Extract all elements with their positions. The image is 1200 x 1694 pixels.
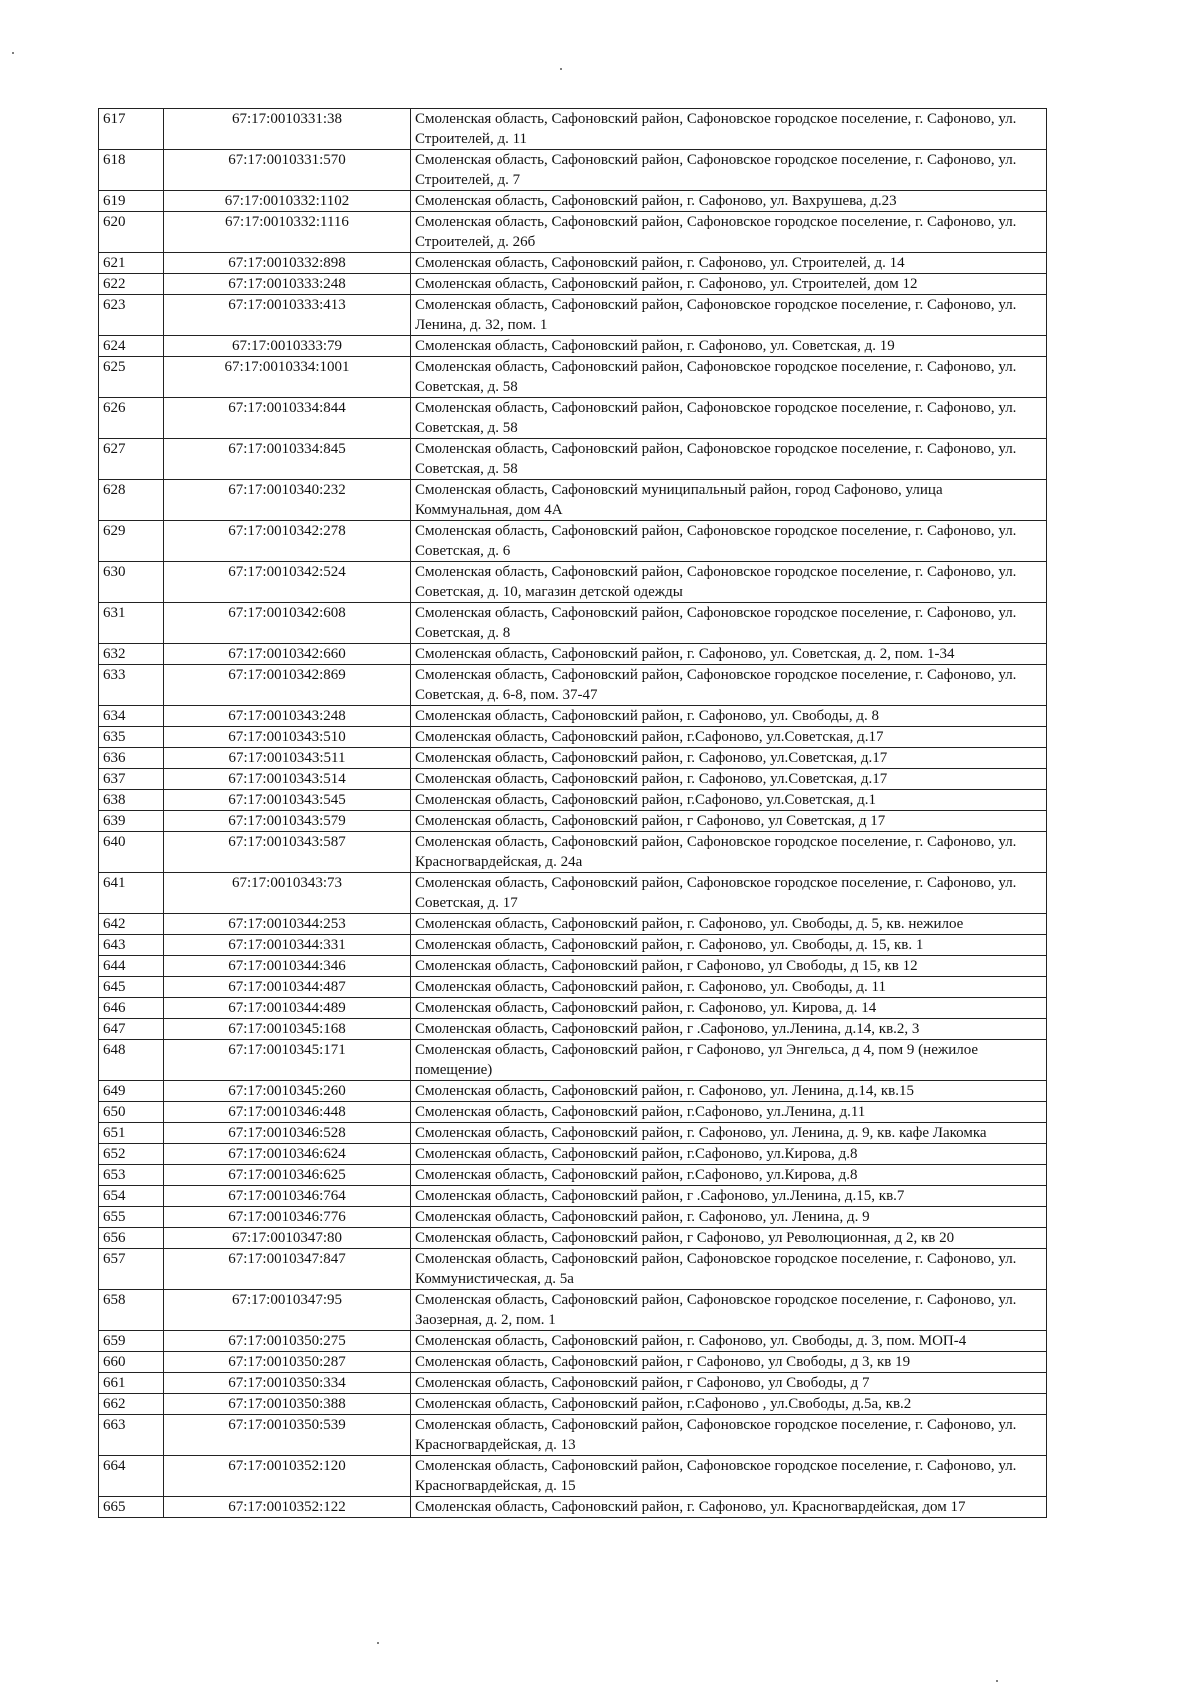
cadastral-number: 67:17:0010344:346 [164,956,411,977]
cadastral-number: 67:17:0010350:287 [164,1352,411,1373]
row-number: 653 [99,1165,164,1186]
cadastral-number: 67:17:0010343:514 [164,769,411,790]
row-number: 642 [99,914,164,935]
property-address: Смоленская область, Сафоновский район, г. Сафоново, ул.Советская, д.17 [411,769,1047,790]
row-number: 618 [99,150,164,191]
cadastral-number: 67:17:0010343:248 [164,706,411,727]
row-number: 654 [99,1186,164,1207]
property-address: Смоленская область, Сафоновский район, Сафоновское городское поселение, г. Сафоново, ул. Советская, д. 17 [411,873,1047,914]
cadastral-number: 67:17:0010344:487 [164,977,411,998]
row-number: 619 [99,191,164,212]
cadastral-number: 67:17:0010343:545 [164,790,411,811]
property-address: Смоленская область, Сафоновский район, Сафоновское городское поселение, г. Сафоново, ул. Коммунистическая, д. 5а [411,1249,1047,1290]
row-number: 632 [99,644,164,665]
scan-speck [560,68,562,70]
property-address: Смоленская область, Сафоновский район, Сафоновское городское поселение, г. Сафоново, ул. Советская, д. 58 [411,398,1047,439]
scan-speck [377,1642,379,1644]
row-number: 617 [99,109,164,150]
property-address: Смоленская область, Сафоновский район, г Сафоново, ул Свободы, д 15, кв 12 [411,956,1047,977]
cadastral-number: 67:17:0010350:388 [164,1394,411,1415]
row-number: 636 [99,748,164,769]
row-number: 633 [99,665,164,706]
table-row [99,998,1047,1019]
row-number: 656 [99,1228,164,1249]
row-number: 626 [99,398,164,439]
cadastral-number: 67:17:0010346:776 [164,1207,411,1228]
property-address: Смоленская область, Сафоновский район, г.Сафоново, ул.Кирова, д.8 [411,1165,1047,1186]
table-row [99,790,1047,811]
table-row [99,769,1047,790]
cadastral-number: 67:17:0010332:898 [164,253,411,274]
property-address: Смоленская область, Сафоновский район, Сафоновское городское поселение, г. Сафоново, ул. Строителей, д. 11 [411,109,1047,150]
table-row [99,665,1047,706]
cadastral-number: 67:17:0010347:80 [164,1228,411,1249]
property-address: Смоленская область, Сафоновский район, Сафоновское городское поселение, г. Сафоново, ул. Советская, д. 10, магазин детской одежды [411,562,1047,603]
table-row [99,1207,1047,1228]
row-number: 652 [99,1144,164,1165]
row-number: 623 [99,295,164,336]
row-number: 644 [99,956,164,977]
cadastral-number: 67:17:0010334:1001 [164,357,411,398]
property-address: Смоленская область, Сафоновский район, г. Сафоново, ул. Красногвардейская, дом 17 [411,1497,1047,1518]
row-number: 662 [99,1394,164,1415]
property-address: Смоленская область, Сафоновский район, г .Сафоново, ул.Ленина, д.15, кв.7 [411,1186,1047,1207]
property-address: Смоленская область, Сафоновский район, г Сафоново, ул Революционная, д 2, кв 20 [411,1228,1047,1249]
row-number: 627 [99,439,164,480]
table-row [99,1456,1047,1497]
cadastral-number: 67:17:0010352:122 [164,1497,411,1518]
table-row [99,191,1047,212]
property-address: Смоленская область, Сафоновский район, Сафоновское городское поселение, г. Сафоново, ул. Советская, д. 8 [411,603,1047,644]
table-row [99,1123,1047,1144]
table-row [99,644,1047,665]
table-row [99,1040,1047,1081]
property-address: Смоленская область, Сафоновский район, Сафоновское городское поселение, г. Сафоново, ул. Красногвардейская, д. 24а [411,832,1047,873]
table-row [99,1186,1047,1207]
table-row [99,150,1047,191]
cadastral-number: 67:17:0010333:248 [164,274,411,295]
row-number: 643 [99,935,164,956]
cadastral-number: 67:17:0010347:847 [164,1249,411,1290]
cadastral-number: 67:17:0010346:624 [164,1144,411,1165]
cadastral-number: 67:17:0010343:579 [164,811,411,832]
table-row [99,439,1047,480]
row-number: 658 [99,1290,164,1331]
cadastral-number: 67:17:0010343:73 [164,873,411,914]
property-address: Смоленская область, Сафоновский район, г Сафоново, ул Свободы, д 3, кв 19 [411,1352,1047,1373]
cadastral-number: 67:17:0010344:253 [164,914,411,935]
row-number: 625 [99,357,164,398]
row-number: 661 [99,1373,164,1394]
property-address: Смоленская область, Сафоновский район, Сафоновское городское поселение, г. Сафоново, ул. Советская, д. 58 [411,439,1047,480]
cadastral-number: 67:17:0010342:524 [164,562,411,603]
table-row [99,832,1047,873]
table-row [99,727,1047,748]
cadastral-number: 67:17:0010343:587 [164,832,411,873]
cadastral-number: 67:17:0010346:448 [164,1102,411,1123]
table-row [99,1352,1047,1373]
row-number: 621 [99,253,164,274]
table-row [99,748,1047,769]
table-row [99,480,1047,521]
cadastral-number: 67:17:0010344:489 [164,998,411,1019]
cadastral-number: 67:17:0010344:331 [164,935,411,956]
property-address: Смоленская область, Сафоновский район, г.Сафоново, ул.Ленина, д.11 [411,1102,1047,1123]
cadastral-number: 67:17:0010350:539 [164,1415,411,1456]
row-number: 622 [99,274,164,295]
table-row [99,109,1047,150]
property-address: Смоленская область, Сафоновский район, г. Сафоново, ул. Свободы, д. 3, пом. МОП-4 [411,1331,1047,1352]
table-row [99,1144,1047,1165]
property-address: Смоленская область, Сафоновский район, г. Сафоново, ул. Ленина, д. 9, кв. кафе Лакомка [411,1123,1047,1144]
property-address: Смоленская область, Сафоновский район, г Сафоново, ул Свободы, д 7 [411,1373,1047,1394]
cadastral-number: 67:17:0010333:413 [164,295,411,336]
table-row [99,873,1047,914]
cadastral-number: 67:17:0010342:278 [164,521,411,562]
table-row [99,811,1047,832]
row-number: 645 [99,977,164,998]
table-row [99,977,1047,998]
property-address: Смоленская область, Сафоновский район, г. Сафоново, ул. Строителей, д. 14 [411,253,1047,274]
table-row [99,956,1047,977]
table-row [99,603,1047,644]
row-number: 646 [99,998,164,1019]
property-address: Смоленская область, Сафоновский район, Сафоновское городское поселение, г. Сафоново, ул. Советская, д. 58 [411,357,1047,398]
property-address: Смоленская область, Сафоновский район, г Сафоново, ул Советская, д 17 [411,811,1047,832]
cadastral-number: 67:17:0010342:608 [164,603,411,644]
property-address: Смоленская область, Сафоновский муниципальный район, город Сафоново, улица Коммунальная, дом 4А [411,480,1047,521]
row-number: 659 [99,1331,164,1352]
cadastral-number: 67:17:0010342:869 [164,665,411,706]
table-row [99,1102,1047,1123]
row-number: 631 [99,603,164,644]
property-address: Смоленская область, Сафоновский район, г. Сафоново, ул. Строителей, дом 12 [411,274,1047,295]
row-number: 663 [99,1415,164,1456]
property-address: Смоленская область, Сафоновский район, г. Сафоново, ул. Ленина, д. 9 [411,1207,1047,1228]
cadastral-number: 67:17:0010334:844 [164,398,411,439]
property-address: Смоленская область, Сафоновский район, г. Сафоново, ул. Советская, д. 19 [411,336,1047,357]
property-address: Смоленская область, Сафоновский район, г. Сафоново, ул. Свободы, д. 8 [411,706,1047,727]
cadastral-number: 67:17:0010345:260 [164,1081,411,1102]
row-number: 650 [99,1102,164,1123]
row-number: 649 [99,1081,164,1102]
scan-speck [996,1680,998,1682]
row-number: 648 [99,1040,164,1081]
scan-speck [12,52,14,54]
property-address: Смоленская область, Сафоновский район, Сафоновское городское поселение, г. Сафоново, ул. Строителей, д. 7 [411,150,1047,191]
table-row [99,706,1047,727]
property-address: Смоленская область, Сафоновский район, Сафоновское городское поселение, г. Сафоново, ул. Красногвардейская, д. 13 [411,1415,1047,1456]
property-address: Смоленская область, Сафоновский район, г Сафоново, ул Энгельса, д 4, пом 9 (нежилое помещение) [411,1040,1047,1081]
cadastral-number: 67:17:0010352:120 [164,1456,411,1497]
cadastral-number: 67:17:0010347:95 [164,1290,411,1331]
table-row [99,398,1047,439]
property-address: Смоленская область, Сафоновский район, г. Сафоново, ул. Ленина, д.14, кв.15 [411,1081,1047,1102]
cadastral-number: 67:17:0010346:625 [164,1165,411,1186]
property-address: Смоленская область, Сафоновский район, Сафоновское городское поселение, г. Сафоново, ул. Заозерная, д. 2, пом. 1 [411,1290,1047,1331]
registry-table-body [99,109,1047,1518]
cadastral-number: 67:17:0010342:660 [164,644,411,665]
property-registry-table [98,108,1047,1518]
table-row [99,935,1047,956]
table-row [99,1019,1047,1040]
row-number: 660 [99,1352,164,1373]
row-number: 664 [99,1456,164,1497]
cadastral-number: 67:17:0010350:275 [164,1331,411,1352]
row-number: 651 [99,1123,164,1144]
table-row [99,1228,1047,1249]
row-number: 638 [99,790,164,811]
row-number: 635 [99,727,164,748]
table-row [99,212,1047,253]
table-row [99,357,1047,398]
table-row [99,336,1047,357]
table-row [99,295,1047,336]
cadastral-number: 67:17:0010331:38 [164,109,411,150]
table-row [99,1331,1047,1352]
property-address: Смоленская область, Сафоновский район, Сафоновское городское поселение, г. Сафоново, ул. Красногвардейская, д. 15 [411,1456,1047,1497]
property-address: Смоленская область, Сафоновский район, г. Сафоново, ул. Свободы, д. 15, кв. 1 [411,935,1047,956]
property-address: Смоленская область, Сафоновский район, Сафоновское городское поселение, г. Сафоново, ул. Советская, д. 6 [411,521,1047,562]
table-row [99,1394,1047,1415]
cadastral-number: 67:17:0010343:511 [164,748,411,769]
property-address: Смоленская область, Сафоновский район, г .Сафоново, ул.Ленина, д.14, кв.2, 3 [411,1019,1047,1040]
table-row [99,253,1047,274]
cadastral-number: 67:17:0010331:570 [164,150,411,191]
cadastral-number: 67:17:0010334:845 [164,439,411,480]
row-number: 640 [99,832,164,873]
row-number: 634 [99,706,164,727]
cadastral-number: 67:17:0010345:168 [164,1019,411,1040]
cadastral-number: 67:17:0010345:171 [164,1040,411,1081]
property-address: Смоленская область, Сафоновский район, г. Сафоново, ул.Советская, д.17 [411,748,1047,769]
row-number: 620 [99,212,164,253]
table-row [99,1249,1047,1290]
row-number: 647 [99,1019,164,1040]
property-address: Смоленская область, Сафоновский район, г.Сафоново, ул.Советская, д.1 [411,790,1047,811]
table-row [99,1165,1047,1186]
cadastral-number: 67:17:0010332:1116 [164,212,411,253]
row-number: 628 [99,480,164,521]
cadastral-number: 67:17:0010333:79 [164,336,411,357]
property-address: Смоленская область, Сафоновский район, г.Сафоново , ул.Свободы, д.5а, кв.2 [411,1394,1047,1415]
table-row [99,521,1047,562]
property-address: Смоленская область, Сафоновский район, г. Сафоново, ул. Вахрушева, д.23 [411,191,1047,212]
table-row [99,1081,1047,1102]
property-address: Смоленская область, Сафоновский район, г.Сафоново, ул.Советская, д.17 [411,727,1047,748]
property-address: Смоленская область, Сафоновский район, г.Сафоново, ул.Кирова, д.8 [411,1144,1047,1165]
table-row [99,1290,1047,1331]
property-address: Смоленская область, Сафоновский район, г. Сафоново, ул. Свободы, д. 5, кв. нежилое [411,914,1047,935]
cadastral-number: 67:17:0010332:1102 [164,191,411,212]
property-address: Смоленская область, Сафоновский район, г. Сафоново, ул. Свободы, д. 11 [411,977,1047,998]
row-number: 655 [99,1207,164,1228]
table-row [99,562,1047,603]
row-number: 629 [99,521,164,562]
row-number: 637 [99,769,164,790]
table-row [99,914,1047,935]
property-address: Смоленская область, Сафоновский район, Сафоновское городское поселение, г. Сафоново, ул. Строителей, д. 26б [411,212,1047,253]
cadastral-number: 67:17:0010340:232 [164,480,411,521]
row-number: 639 [99,811,164,832]
property-address: Смоленская область, Сафоновский район, г. Сафоново, ул. Советская, д. 2, пом. 1-34 [411,644,1047,665]
row-number: 624 [99,336,164,357]
cadastral-number: 67:17:0010343:510 [164,727,411,748]
row-number: 641 [99,873,164,914]
table-row [99,1415,1047,1456]
cadastral-number: 67:17:0010346:528 [164,1123,411,1144]
cadastral-number: 67:17:0010350:334 [164,1373,411,1394]
table-row [99,274,1047,295]
row-number: 665 [99,1497,164,1518]
cadastral-number: 67:17:0010346:764 [164,1186,411,1207]
table-row [99,1497,1047,1518]
property-address: Смоленская область, Сафоновский район, Сафоновское городское поселение, г. Сафоново, ул. Советская, д. 6-8, пом. 37-47 [411,665,1047,706]
property-address: Смоленская область, Сафоновский район, г. Сафоново, ул. Кирова, д. 14 [411,998,1047,1019]
row-number: 630 [99,562,164,603]
row-number: 657 [99,1249,164,1290]
table-row [99,1373,1047,1394]
property-address: Смоленская область, Сафоновский район, Сафоновское городское поселение, г. Сафоново, ул. Ленина, д. 32, пом. 1 [411,295,1047,336]
